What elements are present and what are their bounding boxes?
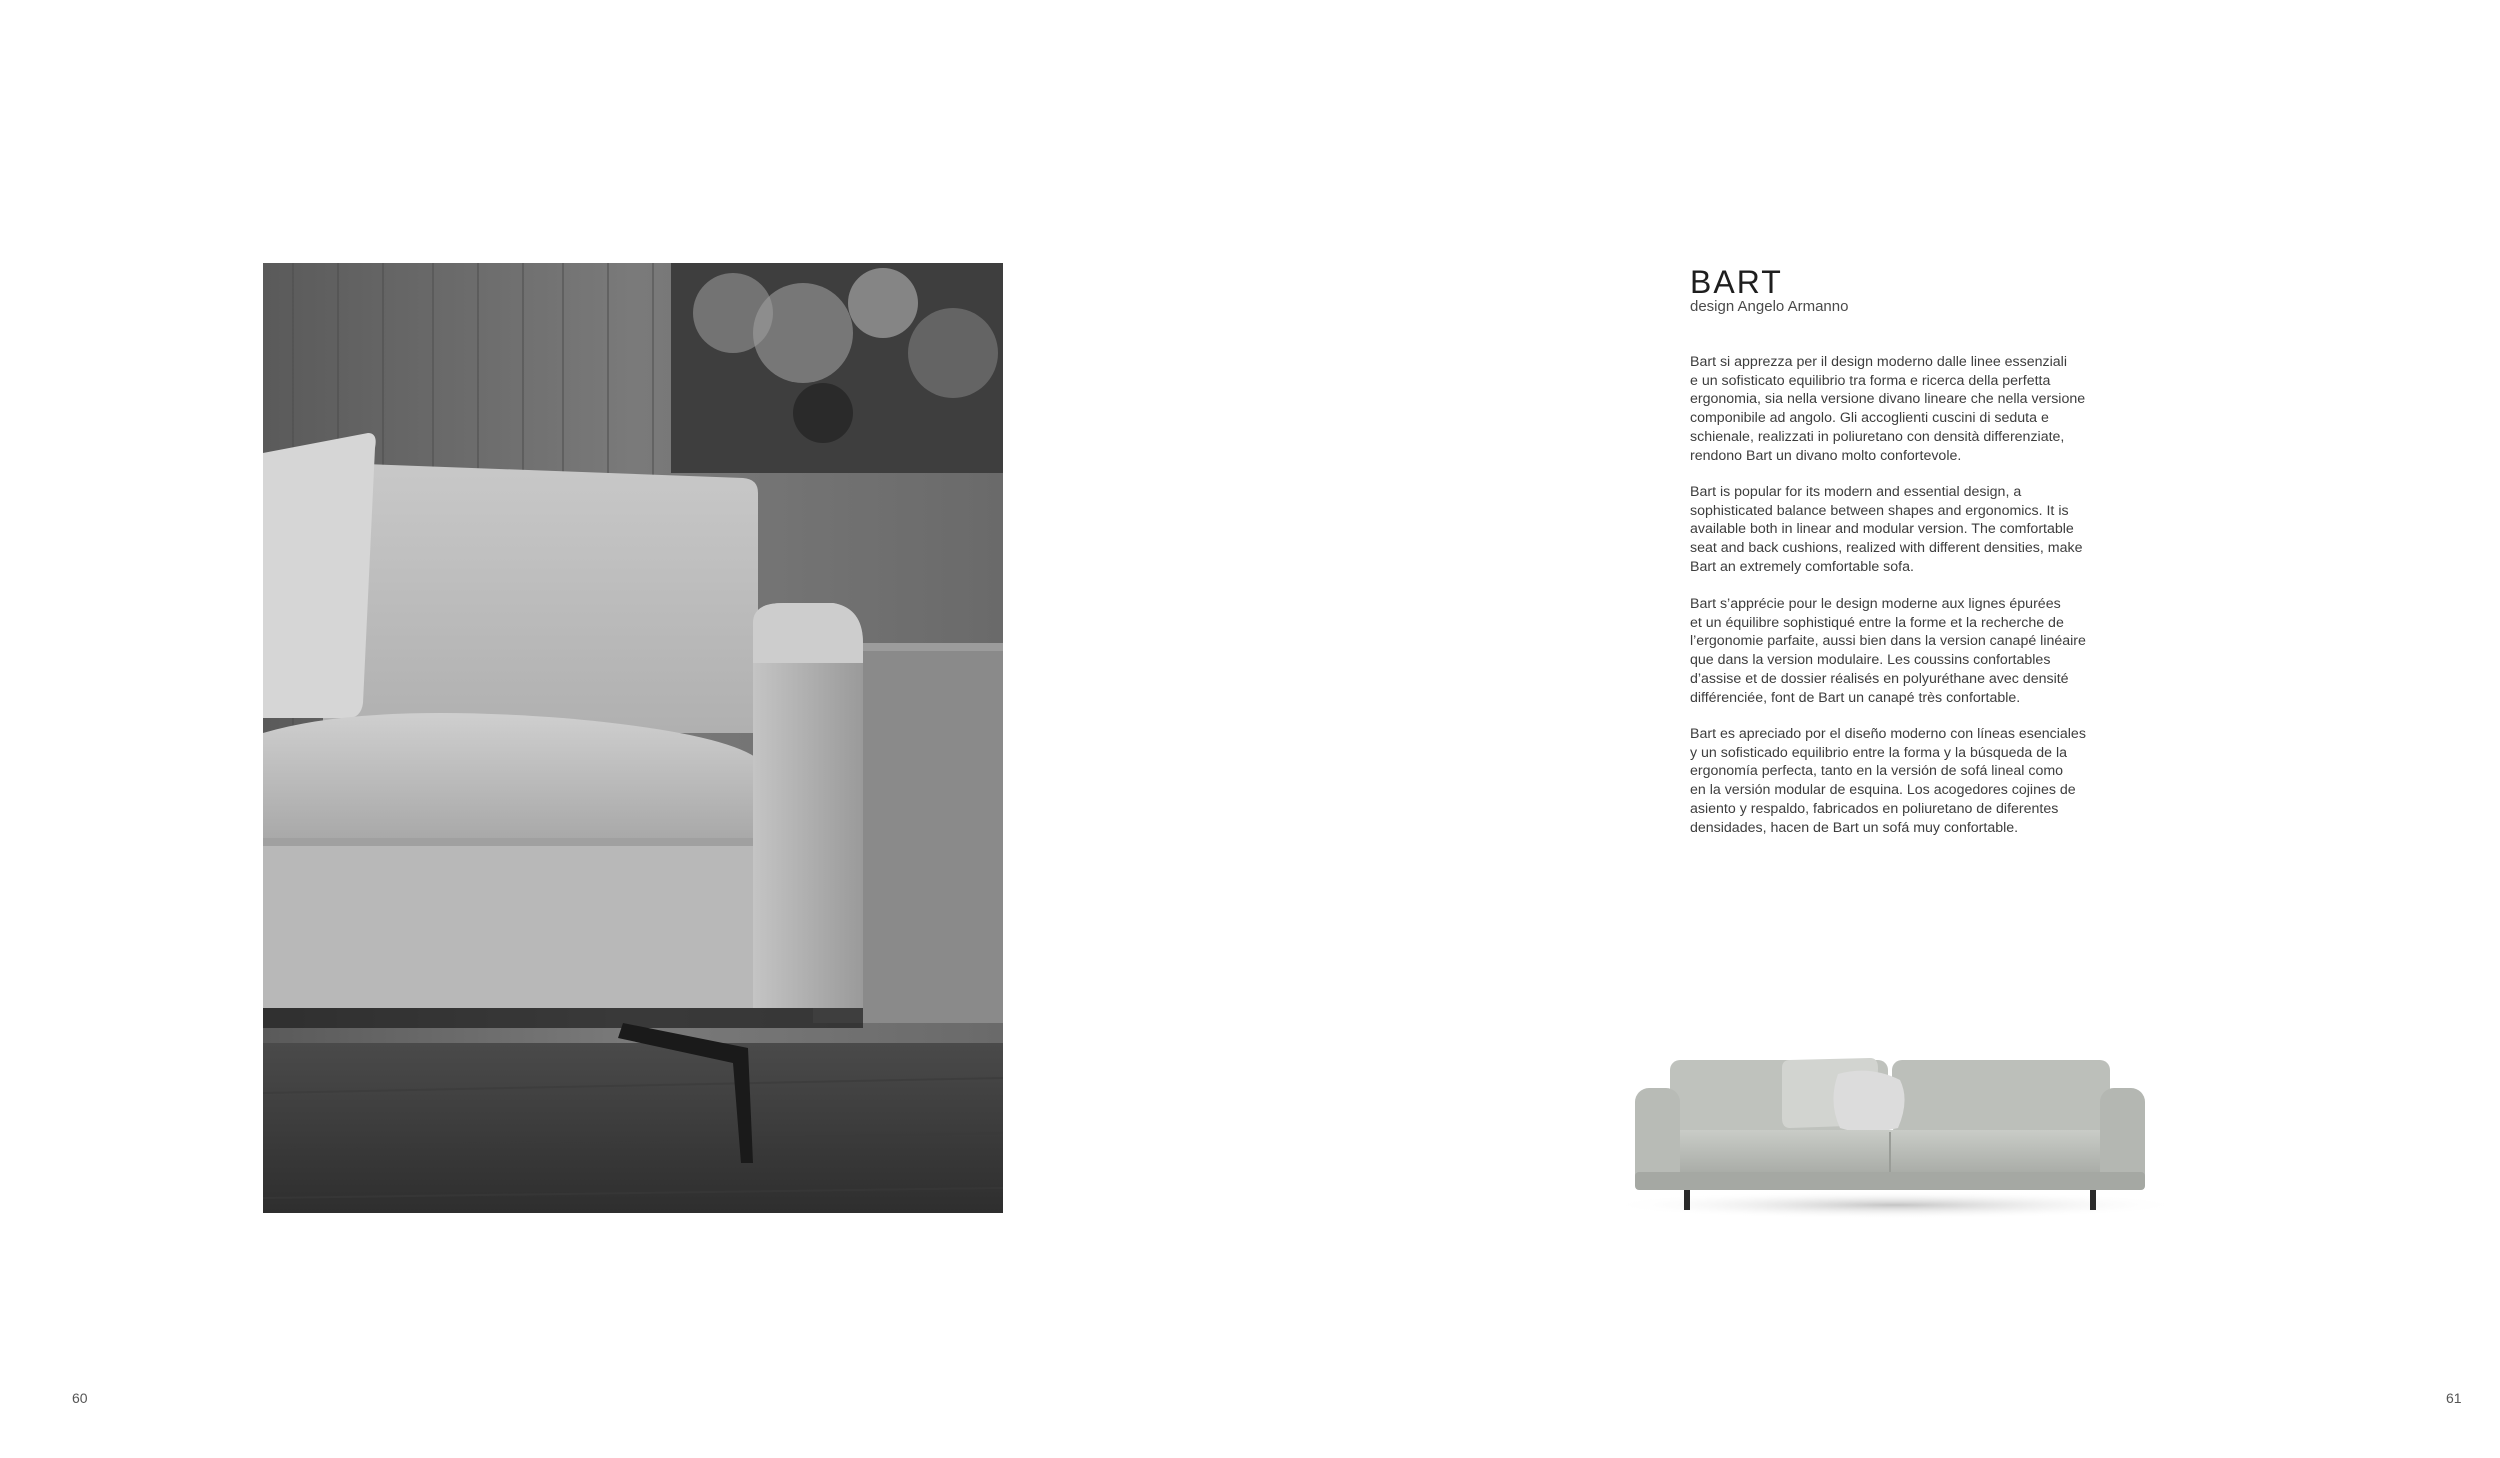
page-number-left: 60 [72,1390,88,1406]
product-title: BART [1690,264,1783,300]
sofa-product-photo [1600,1040,2190,1240]
description-italian: Bart si apprezza per il design moderno dalle linee essenziali e un sofisticato equilibrio tra forma e ricerca della perfetta ergonomia, sia nella versione divano lineare che nella versione componibile ad angolo. Gli accoglienti cuscini di seduta e schienale, realizzati in poliuretano con densità differenziate, rendono Bart un divano molto confortevole. [1690,354,2086,464]
description-french: Bart s’apprécie pour le design moderne aux lignes épurées et un équilibre sophistiqué entre la forme et la recherche de l’ergonomie parfaite, aussi bien dans la version canapé linéaire que dans la version modulaire. Les coussins confortables d’assise et de dossier réalisés en polyuréthane avec densité différenciée, font de Bart un canapé très confortable. [1690,596,2086,706]
description-english: Bart is popular for its modern and essential design, a sophisticated balance between shapes and ergonomics. It is available both in linear and modular version. The comfortable seat and back cushions, realized with different densities, make Bart an extremely comfortable sofa. [1690,484,2083,575]
product-designer: design Angelo Armanno [1690,298,1849,315]
page-number-right: 61 [2446,1390,2462,1406]
description-spanish: Bart es apreciado por el diseño moderno con líneas esenciales y un sofisticado equilibrio entre la forma y la búsqueda de la ergonomía perfecta, tanto en la versión de sofá lineal como en la versión modular de esquina. Los acogedores cojines de asiento y respaldo, fabricados en poliuretano de diferentes densidades, hacen de Bart un sofá muy confortable. [1690,726,2086,836]
sofa-detail-photo [263,263,1003,1213]
